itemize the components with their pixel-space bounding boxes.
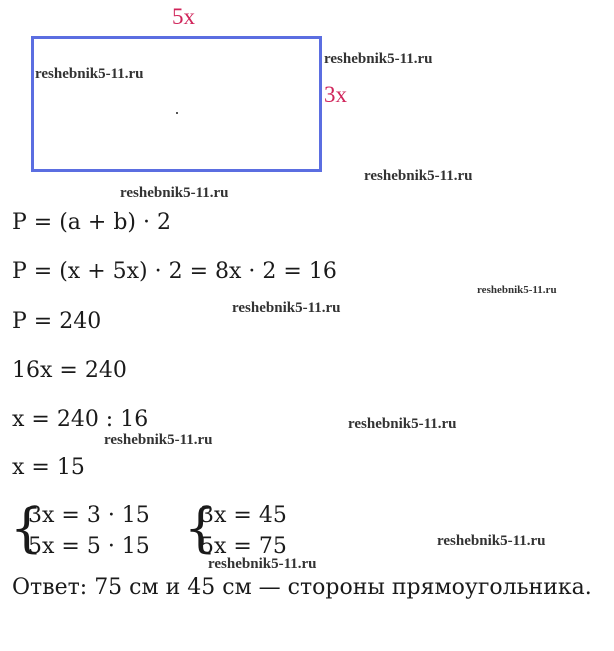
watermark: reshebnik5-11.ru bbox=[232, 300, 341, 316]
equation-line: P = (x + 5x) · 2 = 8x · 2 = 16 bbox=[12, 259, 337, 284]
left-brace-icon: { bbox=[184, 499, 218, 559]
right-side-label: 3x bbox=[324, 82, 347, 107]
equation-line: 16x = 240 bbox=[12, 358, 127, 383]
equation-line: P = 240 bbox=[12, 309, 102, 334]
top-side-label: 5x bbox=[172, 4, 195, 29]
system-right-line: 5x = 75 bbox=[200, 534, 287, 559]
rectangle-figure bbox=[31, 36, 322, 172]
system-left-line: 5x = 5 · 15 bbox=[28, 534, 150, 559]
answer-text: Ответ: 75 см и 45 см — стороны прямоугольника. bbox=[12, 575, 592, 600]
system-right-line: 3x = 45 bbox=[200, 503, 287, 528]
watermark: reshebnik5-11.ru bbox=[437, 533, 546, 549]
left-brace-icon: { bbox=[10, 499, 44, 559]
equation-line: x = 15 bbox=[12, 455, 85, 480]
watermark: reshebnik5-11.ru bbox=[477, 284, 557, 296]
center-dot bbox=[176, 112, 178, 114]
watermark: reshebnik5-11.ru bbox=[208, 556, 317, 572]
watermark: reshebnik5-11.ru bbox=[120, 185, 229, 201]
equation-line: P = (a + b) · 2 bbox=[12, 210, 171, 235]
watermark: reshebnik5-11.ru bbox=[364, 168, 473, 184]
watermark: reshebnik5-11.ru bbox=[348, 416, 457, 432]
system-left-line: 3x = 3 · 15 bbox=[28, 503, 150, 528]
watermark: reshebnik5-11.ru bbox=[324, 51, 433, 67]
equation-line: x = 240 : 16 bbox=[12, 407, 149, 432]
watermark: reshebnik5-11.ru bbox=[104, 432, 213, 448]
watermark: reshebnik5-11.ru bbox=[35, 66, 144, 82]
